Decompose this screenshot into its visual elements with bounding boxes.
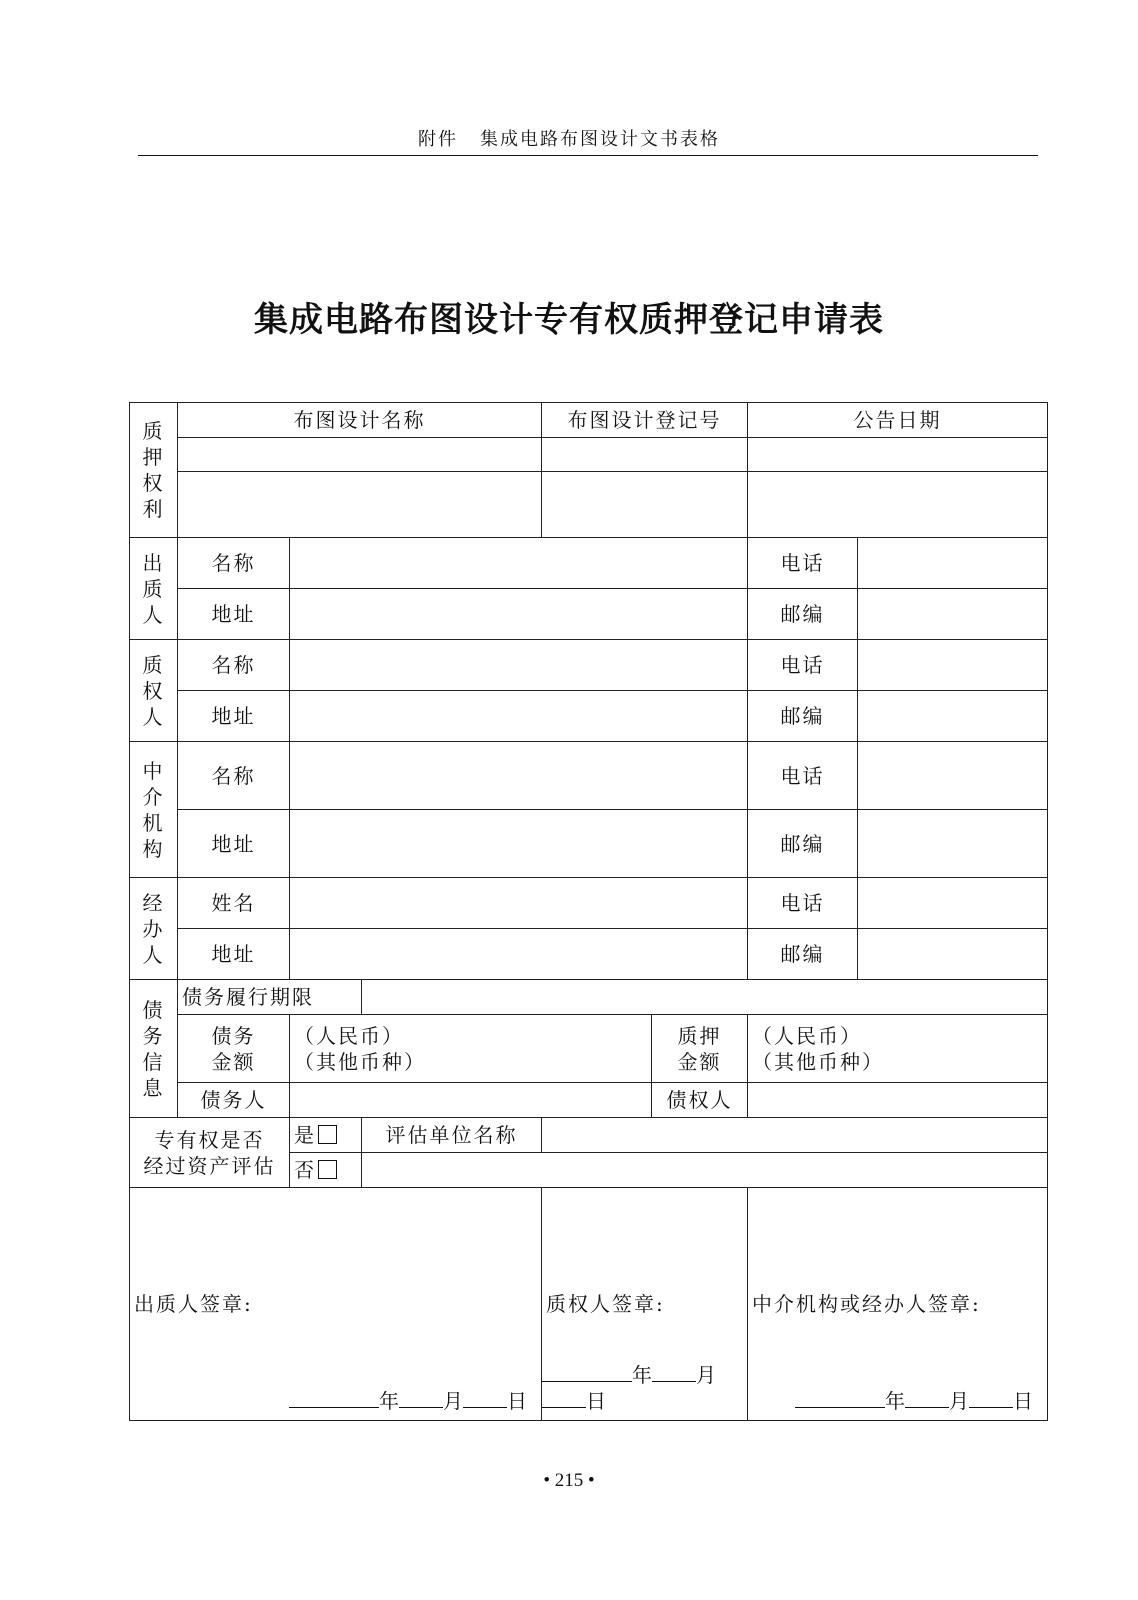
section-agency (130, 742, 178, 878)
section-char: 介 (142, 784, 165, 809)
evaluation-yes-checkbox[interactable] (318, 1125, 337, 1144)
pledgee-address-label: 地址 (178, 691, 290, 742)
agency-address-field[interactable] (290, 810, 748, 878)
evaluation-unit-label: 评估单位名称 (362, 1118, 542, 1153)
day-label: 日 (586, 1389, 606, 1413)
section-char: 质 (142, 576, 165, 601)
month-label: 月 (443, 1389, 463, 1413)
year-blank[interactable] (795, 1389, 885, 1408)
year-blank[interactable] (289, 1389, 379, 1408)
pledgee-signature-box[interactable] (542, 1188, 748, 1421)
creditor-label: 债权人 (652, 1083, 748, 1118)
section-char: 人 (142, 704, 165, 729)
pledgor-address-label: 地址 (178, 589, 290, 640)
handler-phone-field[interactable] (858, 878, 1048, 929)
section-pledged-rights (130, 403, 178, 538)
header-prefix: 附件 (418, 129, 458, 150)
creditor-field[interactable] (748, 1083, 1048, 1118)
month-blank[interactable] (905, 1389, 949, 1408)
running-header (0, 125, 1138, 151)
section-char: 经 (142, 890, 165, 915)
pledge-amount-label-line-2: 金额 (677, 1049, 722, 1074)
section-char: 人 (142, 942, 165, 967)
registration-number-field-2[interactable] (542, 472, 748, 538)
evaluation-question-line-1: 专有权是否 (154, 1127, 265, 1152)
pledge-registration-form (129, 402, 1048, 1421)
pledgor-address-field[interactable] (290, 589, 748, 640)
debtor-label: 债务人 (178, 1083, 290, 1118)
registration-number-field-1[interactable] (542, 438, 748, 472)
pledgor-name-label: 名称 (178, 538, 290, 589)
pledgor-signature-label: 出质人签章: (134, 1292, 253, 1316)
evaluation-unit-field[interactable] (542, 1118, 1048, 1153)
evaluation-no-label: 否 (294, 1158, 316, 1182)
pledgee-postcode-field[interactable] (858, 691, 1048, 742)
pledgee-name-label: 名称 (178, 640, 290, 691)
section-char: 构 (142, 836, 165, 861)
pledgee-address-field[interactable] (290, 691, 748, 742)
pledgor-signature-box[interactable] (130, 1188, 542, 1421)
design-name-field-2[interactable] (178, 472, 542, 538)
agency-signature-box[interactable] (748, 1188, 1048, 1421)
pledgee-phone-label: 电话 (748, 640, 858, 691)
month-label: 月 (696, 1363, 716, 1387)
section-char: 办 (142, 916, 165, 941)
debt-amount-field[interactable] (290, 1015, 652, 1083)
day-blank[interactable] (463, 1389, 507, 1408)
section-pledgor (130, 538, 178, 640)
section-char: 质 (142, 652, 165, 677)
debt-term-label: 债务履行期限 (178, 980, 362, 1015)
debt-amount-label-line-1: 债务 (211, 1023, 256, 1048)
year-label: 年 (379, 1389, 399, 1413)
section-char: 中 (142, 758, 165, 783)
pledgee-name-field[interactable] (290, 640, 748, 691)
debt-amount-other-label: （其他币种） (294, 1049, 426, 1074)
pledgee-phone-field[interactable] (858, 640, 1048, 691)
section-char: 出 (142, 550, 165, 575)
day-blank[interactable] (542, 1389, 586, 1408)
header-title: 集成电路布图设计文书表格 (480, 129, 720, 150)
evaluation-no-option[interactable] (290, 1153, 362, 1188)
section-char: 息 (142, 1075, 165, 1100)
day-blank[interactable] (969, 1389, 1013, 1408)
day-label: 日 (1013, 1389, 1034, 1413)
pledgor-postcode-field[interactable] (858, 589, 1048, 640)
debt-amount-label (178, 1015, 290, 1083)
design-name-field-1[interactable] (178, 438, 542, 472)
year-blank[interactable] (542, 1363, 632, 1382)
agency-signature-date (795, 1388, 1033, 1414)
debt-amount-rmb-label: （人民币） (294, 1023, 404, 1048)
agency-signature-label: 中介机构或经办人签章: (752, 1292, 981, 1316)
evaluation-no-blank (362, 1153, 1048, 1188)
section-char: 利 (142, 497, 165, 521)
month-blank[interactable] (399, 1389, 443, 1408)
col-registration-number: 布图设计登记号 (542, 403, 748, 438)
section-pledgee (130, 640, 178, 742)
agency-postcode-label: 邮编 (748, 810, 858, 878)
agency-phone-field[interactable] (858, 742, 1048, 810)
handler-name-label: 姓名 (178, 878, 290, 929)
pledgee-signature-date (542, 1362, 733, 1414)
pledgor-postcode-label: 邮编 (748, 589, 858, 640)
handler-address-label: 地址 (178, 929, 290, 980)
handler-address-field[interactable] (290, 929, 748, 980)
section-char: 押 (142, 445, 165, 469)
debtor-field[interactable] (290, 1083, 652, 1118)
section-char: 权 (142, 471, 165, 495)
pledgee-signature-label: 质权人签章: (546, 1292, 665, 1316)
section-char: 信 (142, 1049, 165, 1074)
evaluation-question (130, 1118, 290, 1188)
handler-name-field[interactable] (290, 878, 748, 929)
debt-term-field[interactable] (362, 980, 1048, 1015)
section-char: 人 (142, 602, 165, 627)
day-label: 日 (507, 1389, 527, 1413)
pledge-amount-label-line-1: 质押 (677, 1023, 722, 1048)
debt-amount-label-line-2: 金额 (211, 1049, 256, 1074)
evaluation-yes-label: 是 (294, 1123, 316, 1147)
agency-address-label: 地址 (178, 810, 290, 878)
handler-postcode-field[interactable] (858, 929, 1048, 980)
section-char: 债 (142, 997, 165, 1022)
pledgor-phone-field[interactable] (858, 538, 1048, 589)
announcement-date-field-1[interactable] (748, 438, 1048, 472)
pledgor-signature-date (289, 1388, 527, 1414)
pledgor-phone-label: 电话 (748, 538, 858, 589)
section-debt-info (130, 980, 178, 1118)
col-announcement-date: 公告日期 (748, 403, 1048, 438)
header-rule (138, 155, 1038, 156)
announcement-date-field-2[interactable] (748, 472, 1048, 538)
handler-postcode-label: 邮编 (748, 929, 858, 980)
page-title: 集成电路布图设计专有权质押登记申请表 (254, 300, 884, 340)
pledge-amount-label (652, 1015, 748, 1083)
evaluation-no-checkbox[interactable] (318, 1160, 337, 1179)
agency-postcode-field[interactable] (858, 810, 1048, 878)
agency-name-label: 名称 (178, 742, 290, 810)
section-char: 质 (142, 419, 165, 443)
pledgee-postcode-label: 邮编 (748, 691, 858, 742)
pledgor-name-field[interactable] (290, 538, 748, 589)
evaluation-question-line-2: 经过资产评估 (143, 1153, 276, 1178)
section-char: 机 (142, 810, 165, 835)
col-design-name: 布图设计名称 (178, 403, 542, 438)
pledge-amount-other-label: （其他币种） (752, 1049, 884, 1074)
evaluation-yes-option[interactable] (290, 1118, 362, 1153)
year-label: 年 (632, 1363, 652, 1387)
month-label: 月 (949, 1389, 970, 1413)
section-handler (130, 878, 178, 980)
page-number: • 215 • (543, 1470, 595, 1491)
agency-phone-label: 电话 (748, 742, 858, 810)
pledge-amount-rmb-label: （人民币） (752, 1023, 862, 1048)
section-char: 务 (142, 1023, 165, 1048)
handler-phone-label: 电话 (748, 878, 858, 929)
pledge-amount-field[interactable] (748, 1015, 1048, 1083)
month-blank[interactable] (652, 1363, 696, 1382)
year-label: 年 (885, 1389, 906, 1413)
section-char: 权 (142, 678, 165, 703)
agency-name-field[interactable] (290, 742, 748, 810)
